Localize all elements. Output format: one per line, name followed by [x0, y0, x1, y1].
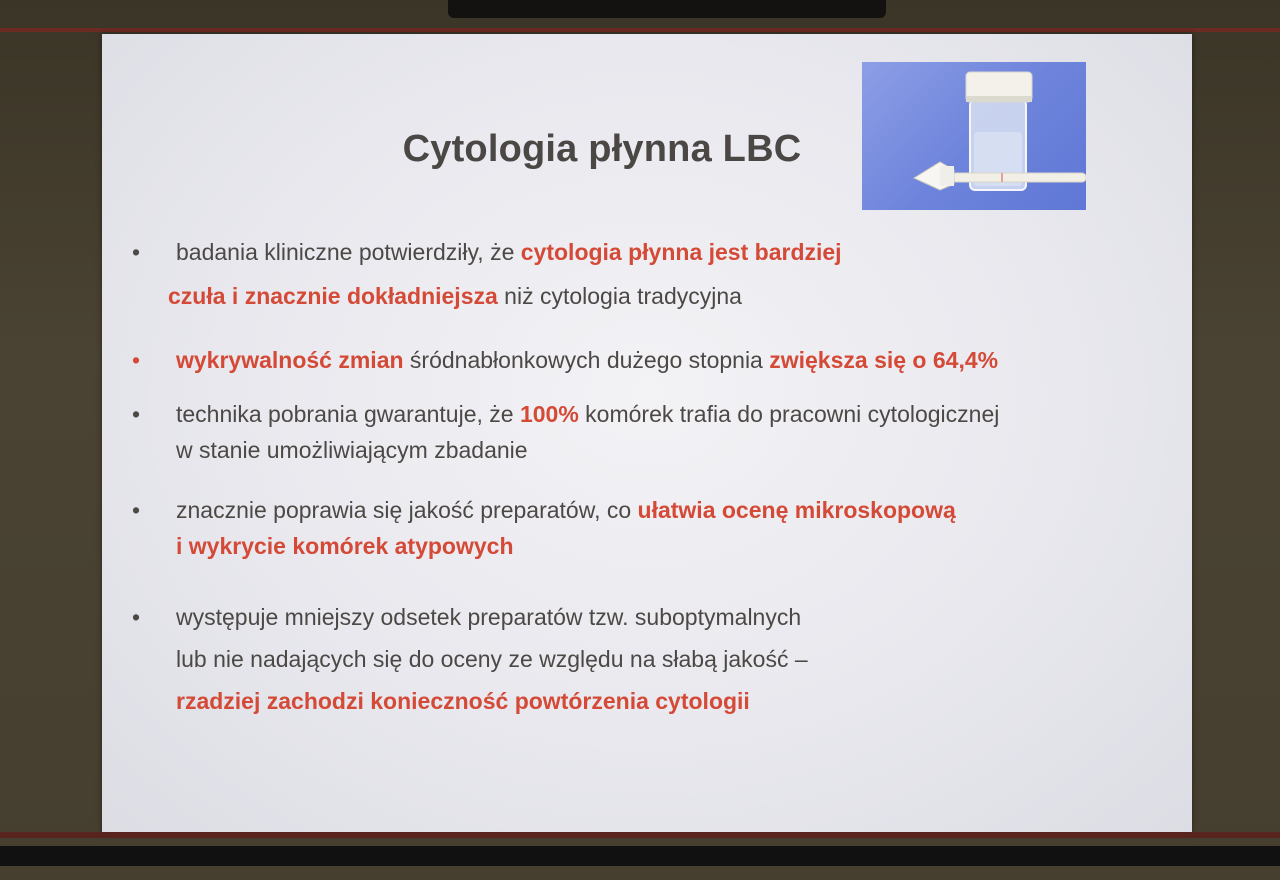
bullet-1-text-a: badania kliniczne potwierdziły, że [176, 239, 521, 265]
bullet-2-line-1 [176, 338, 1172, 382]
bullet-3-line-1 [176, 396, 1172, 432]
bullet-item-5 [132, 596, 1172, 722]
bullet-2-highlight-a: wykrywalność zmian [176, 347, 404, 373]
projector-top-bar [448, 0, 886, 18]
bullet-item-2 [132, 338, 1172, 382]
bullet-2-highlight-b: zwiększa się o 64,4% [769, 347, 999, 373]
bullet-5-line-1: występuje mniejszy odsetek preparatów tzw. suboptymalnych [176, 604, 802, 630]
screen-bottom-edge [0, 832, 1280, 838]
floor-strip [0, 846, 1280, 866]
bullet-marker: • [132, 401, 141, 427]
bullet-marker: • [132, 604, 141, 630]
bullet-4-line-2: i wykrycie komórek atypowych [176, 533, 514, 559]
bullet-4-line-1 [176, 492, 1172, 528]
bullet-2-text: śródnabłonkowych dużego stopnia [403, 347, 770, 373]
bullet-4-highlight-a: ułatwia ocenę mikroskopową [637, 497, 956, 523]
slide-title: Cytologia płynna LBC [402, 128, 802, 170]
bullet-3-highlight: 100% [519, 401, 579, 427]
screen-top-edge [0, 28, 1280, 32]
bullet-item-1 [132, 230, 1172, 318]
bullet-1-text-b: niż cytologia tradycyjna [497, 283, 742, 309]
bullet-1-highlight-b: czuła i znacznie dokładniejsza [168, 283, 498, 309]
bullet-item-4 [132, 492, 1172, 564]
bullet-5-line-3: rzadziej zachodzi konieczność powtórzenia cytologii [176, 688, 750, 714]
bullet-3-line-2: w stanie umożliwiającym zbadanie [176, 437, 528, 463]
projection-screen [102, 34, 1192, 834]
bullet-5-line-2: lub nie nadających się do oceny ze względu na słabą jakość – [176, 646, 808, 672]
bullet-4-text: znacznie poprawia się jakość preparatów, co [176, 497, 638, 523]
bullet-item-3 [132, 396, 1172, 468]
bullet-marker: • [132, 347, 141, 373]
bullet-1-highlight-a: cytologia płynna jest bardziej [520, 239, 842, 265]
bullet-3-text-a: technika pobrania gwarantuje, że [176, 401, 520, 427]
bullet-3-text-b: komórek trafia do pracowni cytologicznej [578, 401, 1000, 427]
bullet-marker: • [132, 497, 141, 523]
bullet-1-line-2 [168, 274, 1172, 318]
bullet-marker: • [132, 239, 141, 265]
bullet-list [132, 230, 1172, 722]
bullet-1-line-1 [176, 230, 1172, 274]
